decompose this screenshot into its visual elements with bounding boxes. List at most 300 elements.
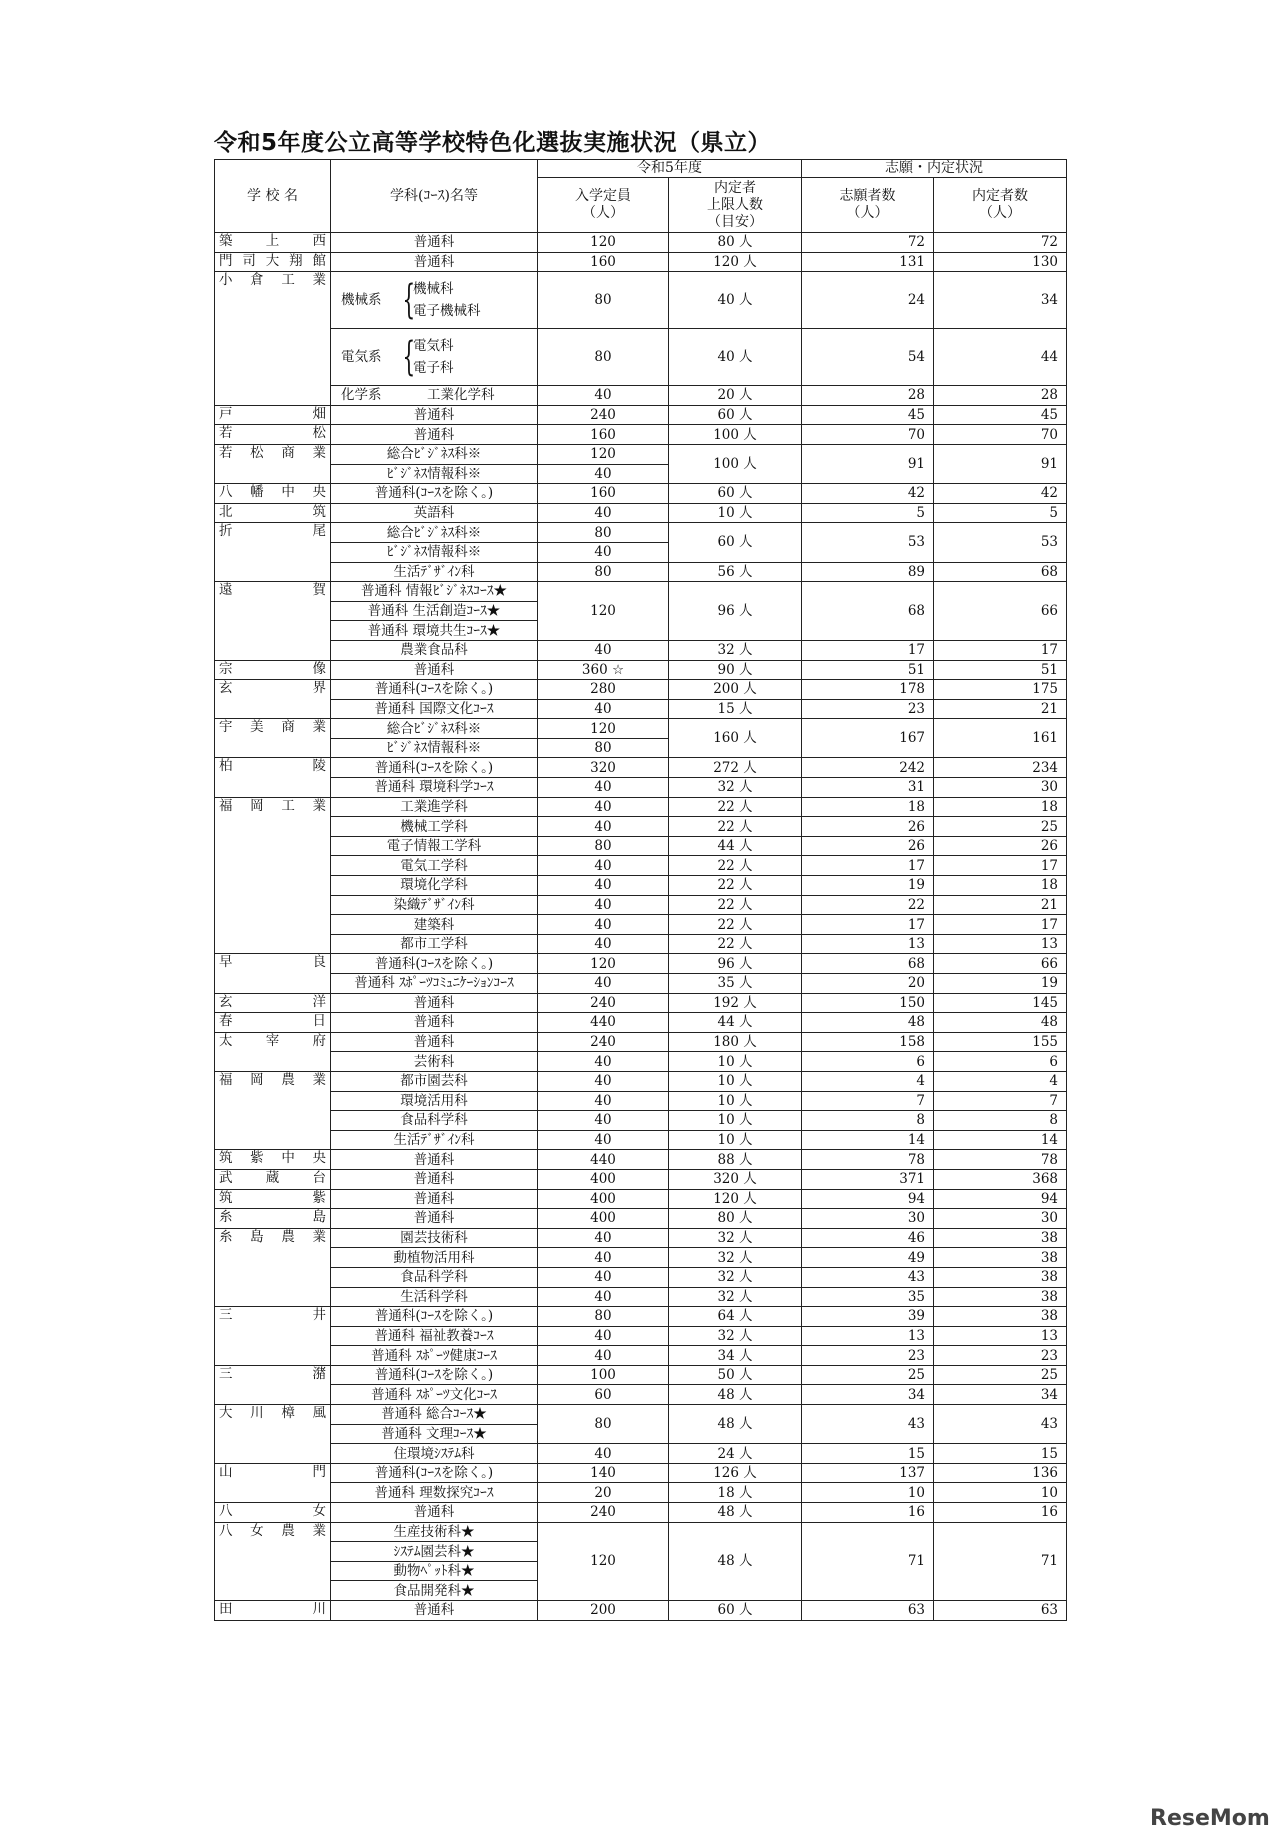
- table-row: [215, 934, 1067, 954]
- capacity: 60: [538, 1385, 669, 1405]
- resemom-logo: ReseMom: [1150, 1806, 1270, 1831]
- dept-name: 食品科学科: [331, 1111, 538, 1131]
- dept-name: 工業進学科: [331, 797, 538, 817]
- system-items: [413, 278, 481, 322]
- table-row: [215, 1228, 1067, 1248]
- capacity: 20: [538, 1483, 669, 1503]
- school-name: 山門: [215, 1463, 331, 1502]
- school-name: 筑紫: [215, 1189, 331, 1209]
- table-row: [215, 1463, 1067, 1483]
- school-name: 糸島農業: [215, 1228, 331, 1306]
- applicants: 17: [802, 856, 934, 876]
- admitted: 8: [934, 1111, 1067, 1131]
- capacity: 80: [538, 272, 669, 329]
- applicants: 6: [802, 1052, 934, 1072]
- dept-name: 電気工学科: [331, 856, 538, 876]
- admitted: 145: [934, 993, 1067, 1013]
- limit: 96 人: [669, 954, 802, 974]
- table-header: [215, 160, 1067, 233]
- applicants: 22: [802, 895, 934, 915]
- limit: 24 人: [669, 1444, 802, 1464]
- admitted: 78: [934, 1150, 1067, 1170]
- limit: 48 人: [669, 1522, 802, 1600]
- admitted: 38: [934, 1287, 1067, 1307]
- admitted: 18: [934, 876, 1067, 896]
- table-row: [215, 562, 1067, 582]
- limit: 96 人: [669, 582, 802, 641]
- applicants: 70: [802, 425, 934, 445]
- table-row: [215, 444, 1067, 464]
- capacity: 40: [538, 1287, 669, 1307]
- capacity: 120: [538, 444, 669, 464]
- capacity: 40: [538, 934, 669, 954]
- applicants: 54: [802, 329, 934, 386]
- applicants: 68: [802, 582, 934, 641]
- applicants: 8: [802, 1111, 934, 1131]
- dept-name: 普通科 ｽﾎﾟｰﾂ文化ｺｰｽ: [331, 1385, 538, 1405]
- limit: 32 人: [669, 1228, 802, 1248]
- table-row: [215, 523, 1067, 543]
- col-limit-label: 内定者 上限人数 （目安）: [707, 179, 763, 230]
- capacity: 80: [538, 836, 669, 856]
- admitted: 38: [934, 1307, 1067, 1327]
- applicants: 23: [802, 699, 934, 719]
- capacity: 40: [538, 1326, 669, 1346]
- applicants: 20: [802, 974, 934, 994]
- applicants: 242: [802, 758, 934, 778]
- applicants: 137: [802, 1463, 934, 1483]
- limit: 34 人: [669, 1346, 802, 1366]
- table-row: [215, 1522, 1067, 1542]
- system-label: 化学系: [341, 387, 382, 404]
- dept-name: 生活科学科: [331, 1287, 538, 1307]
- limit: 40 人: [669, 329, 802, 386]
- dept-name: 建築科: [331, 915, 538, 935]
- school-name: 門司大翔館: [215, 252, 331, 272]
- admitted: 38: [934, 1267, 1067, 1287]
- admitted: 66: [934, 954, 1067, 974]
- brace-icon: {: [402, 334, 416, 381]
- table-row: [215, 1189, 1067, 1209]
- system-label: 電気系: [341, 349, 382, 366]
- admitted: 48: [934, 1013, 1067, 1033]
- applicants: 48: [802, 1013, 934, 1033]
- applicants: 167: [802, 719, 934, 758]
- table-row: [215, 974, 1067, 994]
- limit: 56 人: [669, 562, 802, 582]
- applicants: 46: [802, 1228, 934, 1248]
- capacity: 280: [538, 680, 669, 700]
- applicants: 68: [802, 954, 934, 974]
- limit: 60 人: [669, 523, 802, 562]
- limit: 32 人: [669, 1326, 802, 1346]
- applicants: 94: [802, 1189, 934, 1209]
- applicants: 43: [802, 1267, 934, 1287]
- applicants: 51: [802, 660, 934, 680]
- admitted: 15: [934, 1444, 1067, 1464]
- dept-name: 普通科: [331, 252, 538, 272]
- applicants: 17: [802, 640, 934, 660]
- admitted: 7: [934, 1091, 1067, 1111]
- applicants: 14: [802, 1130, 934, 1150]
- capacity: 160: [538, 484, 669, 504]
- capacity: 40: [538, 464, 669, 484]
- applicants: 19: [802, 876, 934, 896]
- limit: 32 人: [669, 778, 802, 798]
- limit: 120 人: [669, 252, 802, 272]
- dept-name: ﾋﾞｼﾞﾈｽ情報科※: [331, 542, 538, 562]
- dept-name: 普通科: [331, 1601, 538, 1621]
- admitted: 53: [934, 523, 1067, 562]
- admitted: 17: [934, 915, 1067, 935]
- dept-name: 普通科 ｽﾎﾟｰﾂ健康ｺｰｽ: [331, 1346, 538, 1366]
- limit: 192 人: [669, 993, 802, 1013]
- applicants: 10: [802, 1483, 934, 1503]
- applicants: 131: [802, 252, 934, 272]
- applicants: 4: [802, 1071, 934, 1091]
- col-applicants-label: 志願者数 （人）: [839, 188, 896, 221]
- capacity: 40: [538, 974, 669, 994]
- dept-name: 普通科(ｺｰｽを除く。): [331, 1307, 538, 1327]
- capacity: 400: [538, 1209, 669, 1229]
- school-name: 糸島: [215, 1209, 331, 1229]
- dept-system-kagaku: [331, 386, 538, 406]
- dept-name: 環境化学科: [331, 876, 538, 896]
- limit: 22 人: [669, 876, 802, 896]
- capacity: 40: [538, 640, 669, 660]
- capacity: 40: [538, 915, 669, 935]
- school-name: 宗像: [215, 660, 331, 680]
- capacity: 360 ☆: [538, 660, 669, 680]
- capacity: 120: [538, 954, 669, 974]
- table-row: [215, 699, 1067, 719]
- limit: 80 人: [669, 1209, 802, 1229]
- capacity: 160: [538, 425, 669, 445]
- table-row: [215, 640, 1067, 660]
- dept-name: 動物ﾍﾟｯﾄ科★: [331, 1561, 538, 1581]
- dept-name: 環境活用科: [331, 1091, 538, 1111]
- applicants: 31: [802, 778, 934, 798]
- admitted: 43: [934, 1405, 1067, 1444]
- capacity: 40: [538, 1228, 669, 1248]
- applicants: 35: [802, 1287, 934, 1307]
- capacity: 40: [538, 1267, 669, 1287]
- limit: 20 人: [669, 386, 802, 406]
- applicants: 78: [802, 1150, 934, 1170]
- table-row: [215, 1405, 1067, 1425]
- capacity: 200: [538, 1601, 669, 1621]
- dept-name: 普通科 文理ｺｰｽ★: [331, 1424, 538, 1444]
- dept-name: 染織ﾃﾞｻﾞｲﾝ科: [331, 895, 538, 915]
- table-row: [215, 758, 1067, 778]
- limit: 18 人: [669, 1483, 802, 1503]
- admitted: 66: [934, 582, 1067, 641]
- school-name: 太宰府: [215, 1032, 331, 1071]
- capacity: 160: [538, 252, 669, 272]
- capacity: 40: [538, 1444, 669, 1464]
- capacity: 40: [538, 1346, 669, 1366]
- table-body: [215, 233, 1067, 1621]
- capacity: 240: [538, 405, 669, 425]
- school-name: 三井: [215, 1307, 331, 1366]
- table-row: [215, 778, 1067, 798]
- applicants: 13: [802, 1326, 934, 1346]
- capacity: 120: [538, 1522, 669, 1600]
- capacity: 440: [538, 1150, 669, 1170]
- limit: 10 人: [669, 1111, 802, 1131]
- capacity: 320: [538, 758, 669, 778]
- admitted: 17: [934, 856, 1067, 876]
- table-row: [215, 1326, 1067, 1346]
- limit: 48 人: [669, 1405, 802, 1444]
- admitted: 13: [934, 934, 1067, 954]
- admitted: 161: [934, 719, 1067, 758]
- limit: 126 人: [669, 1463, 802, 1483]
- limit: 60 人: [669, 484, 802, 504]
- col-applicants: [802, 178, 934, 233]
- dept-name: 普通科: [331, 1169, 538, 1189]
- admitted: 19: [934, 974, 1067, 994]
- admitted: 34: [934, 1385, 1067, 1405]
- table-row: [215, 405, 1067, 425]
- dept-name: 食品開発科★: [331, 1581, 538, 1601]
- dept-name: 英語科: [331, 503, 538, 523]
- limit: 200 人: [669, 680, 802, 700]
- dept-name: 普通科: [331, 425, 538, 445]
- col-admitted-label: 内定者数 （人）: [972, 188, 1029, 221]
- school-name: 春日: [215, 1013, 331, 1033]
- dept-name: 普通科: [331, 405, 538, 425]
- system-group: [335, 278, 533, 322]
- limit: 10 人: [669, 1071, 802, 1091]
- limit: 64 人: [669, 1307, 802, 1327]
- dept-name: 住環境ｼｽﾃﾑ科: [331, 1444, 538, 1464]
- limit: 90 人: [669, 660, 802, 680]
- limit: 44 人: [669, 836, 802, 856]
- applicants: 63: [802, 1601, 934, 1621]
- capacity: 80: [538, 329, 669, 386]
- dept-name: 普通科: [331, 993, 538, 1013]
- col-limit: [669, 178, 802, 233]
- dept-name: 普通科 福祉教養ｺｰｽ: [331, 1326, 538, 1346]
- dept-name: 電子科: [413, 360, 454, 377]
- admitted: 23: [934, 1346, 1067, 1366]
- admitted: 14: [934, 1130, 1067, 1150]
- dept-name: ｼｽﾃﾑ園芸科★: [331, 1542, 538, 1562]
- admitted: 4: [934, 1071, 1067, 1091]
- capacity: 140: [538, 1463, 669, 1483]
- table-row: [215, 915, 1067, 935]
- table-row: [215, 660, 1067, 680]
- school-name: 宇美商業: [215, 719, 331, 758]
- table-row: [215, 856, 1067, 876]
- school-name: 北筑: [215, 503, 331, 523]
- limit: 48 人: [669, 1503, 802, 1523]
- table-row: [215, 817, 1067, 837]
- dept-name: 動植物活用科: [331, 1248, 538, 1268]
- capacity: 80: [538, 1405, 669, 1444]
- capacity: 40: [538, 1130, 669, 1150]
- limit: 32 人: [669, 1287, 802, 1307]
- table-row: [215, 1483, 1067, 1503]
- school-name: 折尾: [215, 523, 331, 582]
- capacity: 240: [538, 993, 669, 1013]
- school-name: 小倉工業: [215, 272, 331, 406]
- school-name: 八女: [215, 1503, 331, 1523]
- admitted: 45: [934, 405, 1067, 425]
- dept-name: 生活ﾃﾞｻﾞｲﾝ科: [331, 1130, 538, 1150]
- table-row: [215, 797, 1067, 817]
- applicants: 24: [802, 272, 934, 329]
- dept-name: 工業化学科: [427, 387, 495, 404]
- applicants: 34: [802, 1385, 934, 1405]
- admitted: 10: [934, 1483, 1067, 1503]
- school-name: 若松: [215, 425, 331, 445]
- table-row: [215, 1169, 1067, 1189]
- capacity: 40: [538, 895, 669, 915]
- limit: 22 人: [669, 856, 802, 876]
- dept-name: 普通科: [331, 233, 538, 253]
- dept-name: 農業食品科: [331, 640, 538, 660]
- dept-name: 普通科(ｺｰｽを除く。): [331, 484, 538, 504]
- limit: 35 人: [669, 974, 802, 994]
- admitted: 71: [934, 1522, 1067, 1600]
- limit: 320 人: [669, 1169, 802, 1189]
- applicants: 91: [802, 444, 934, 483]
- capacity: 80: [538, 523, 669, 543]
- limit: 80 人: [669, 233, 802, 253]
- capacity: 40: [538, 1071, 669, 1091]
- applicants: 26: [802, 836, 934, 856]
- table-row: [215, 1209, 1067, 1229]
- school-name: 三潴: [215, 1365, 331, 1404]
- dept-system-denki: [331, 329, 538, 386]
- dept-name: 都市園芸科: [331, 1071, 538, 1091]
- admitted: 70: [934, 425, 1067, 445]
- applicants: 89: [802, 562, 934, 582]
- applicants: 5: [802, 503, 934, 523]
- dept-name: 食品科学科: [331, 1267, 538, 1287]
- applicants: 23: [802, 1346, 934, 1366]
- admitted: 5: [934, 503, 1067, 523]
- limit: 180 人: [669, 1032, 802, 1052]
- applicants: 7: [802, 1091, 934, 1111]
- limit: 60 人: [669, 405, 802, 425]
- dept-name: 普通科: [331, 1150, 538, 1170]
- table-row: [215, 1601, 1067, 1621]
- capacity: 400: [538, 1189, 669, 1209]
- admitted: 21: [934, 895, 1067, 915]
- dept-name: 都市工学科: [331, 934, 538, 954]
- admitted: 72: [934, 233, 1067, 253]
- school-name: 戸畑: [215, 405, 331, 425]
- table-row: [215, 1503, 1067, 1523]
- admitted: 63: [934, 1601, 1067, 1621]
- col-capacity: [538, 178, 669, 233]
- table-row: [215, 1013, 1067, 1033]
- admitted: 68: [934, 562, 1067, 582]
- admitted: 234: [934, 758, 1067, 778]
- limit: 10 人: [669, 1052, 802, 1072]
- limit: 22 人: [669, 895, 802, 915]
- capacity: 100: [538, 1365, 669, 1385]
- capacity: 40: [538, 876, 669, 896]
- admitted: 91: [934, 444, 1067, 483]
- school-name: 早良: [215, 954, 331, 993]
- limit: 32 人: [669, 640, 802, 660]
- table-row: [215, 582, 1067, 602]
- table-row: [215, 1287, 1067, 1307]
- capacity: 40: [538, 503, 669, 523]
- school-name: 八幡中央: [215, 484, 331, 504]
- limit: 50 人: [669, 1365, 802, 1385]
- admitted: 30: [934, 778, 1067, 798]
- col-capacity-label: 入学定員 （人）: [575, 188, 631, 221]
- applicants: 28: [802, 386, 934, 406]
- table-row: [215, 1130, 1067, 1150]
- limit: 44 人: [669, 1013, 802, 1033]
- limit: 120 人: [669, 1189, 802, 1209]
- dept-system-kikai: [331, 272, 538, 329]
- applicants: 18: [802, 797, 934, 817]
- school-name: 玄界: [215, 680, 331, 719]
- capacity: 40: [538, 797, 669, 817]
- school-name: 若松商業: [215, 444, 331, 483]
- applicants: 17: [802, 915, 934, 935]
- admitted: 38: [934, 1228, 1067, 1248]
- school-name: 八女農業: [215, 1522, 331, 1600]
- school-name: 築上西: [215, 233, 331, 253]
- table-row: [215, 503, 1067, 523]
- capacity: 40: [538, 856, 669, 876]
- page-title: 令和5年度公立高等学校特色化選抜実施状況（県立）: [214, 130, 772, 156]
- dept-name: 電気科: [413, 338, 454, 355]
- table-row: [215, 1111, 1067, 1131]
- capacity: 120: [538, 582, 669, 641]
- dept-name: 普通科 生活創造ｺｰｽ★: [331, 601, 538, 621]
- table-row: [215, 1052, 1067, 1072]
- dept-name: 普通科: [331, 1503, 538, 1523]
- table-row: [215, 836, 1067, 856]
- limit: 22 人: [669, 797, 802, 817]
- table-row: [215, 425, 1067, 445]
- table-row: [215, 272, 1067, 329]
- col-admitted: [934, 178, 1067, 233]
- applicants: 13: [802, 934, 934, 954]
- table-row: [215, 1346, 1067, 1366]
- applicants: 150: [802, 993, 934, 1013]
- system-items: [413, 335, 454, 379]
- table-row: [215, 993, 1067, 1013]
- limit: 100 人: [669, 425, 802, 445]
- capacity: 80: [538, 738, 669, 758]
- capacity: 40: [538, 1111, 669, 1131]
- dept-name: 生産技術科★: [331, 1522, 538, 1542]
- dept-name: 普通科: [331, 1013, 538, 1033]
- applicants: 16: [802, 1503, 934, 1523]
- admitted: 368: [934, 1169, 1067, 1189]
- capacity: 40: [538, 778, 669, 798]
- admitted: 38: [934, 1248, 1067, 1268]
- admitted: 30: [934, 1209, 1067, 1229]
- school-name: 福岡工業: [215, 797, 331, 954]
- col-school: 学 校 名: [215, 160, 331, 233]
- admitted: 51: [934, 660, 1067, 680]
- dept-name: 普通科(ｺｰｽを除く。): [331, 680, 538, 700]
- dept-name: 園芸技術科: [331, 1228, 538, 1248]
- dept-name: 普通科 環境共生ｺｰｽ★: [331, 621, 538, 641]
- capacity: 40: [538, 542, 669, 562]
